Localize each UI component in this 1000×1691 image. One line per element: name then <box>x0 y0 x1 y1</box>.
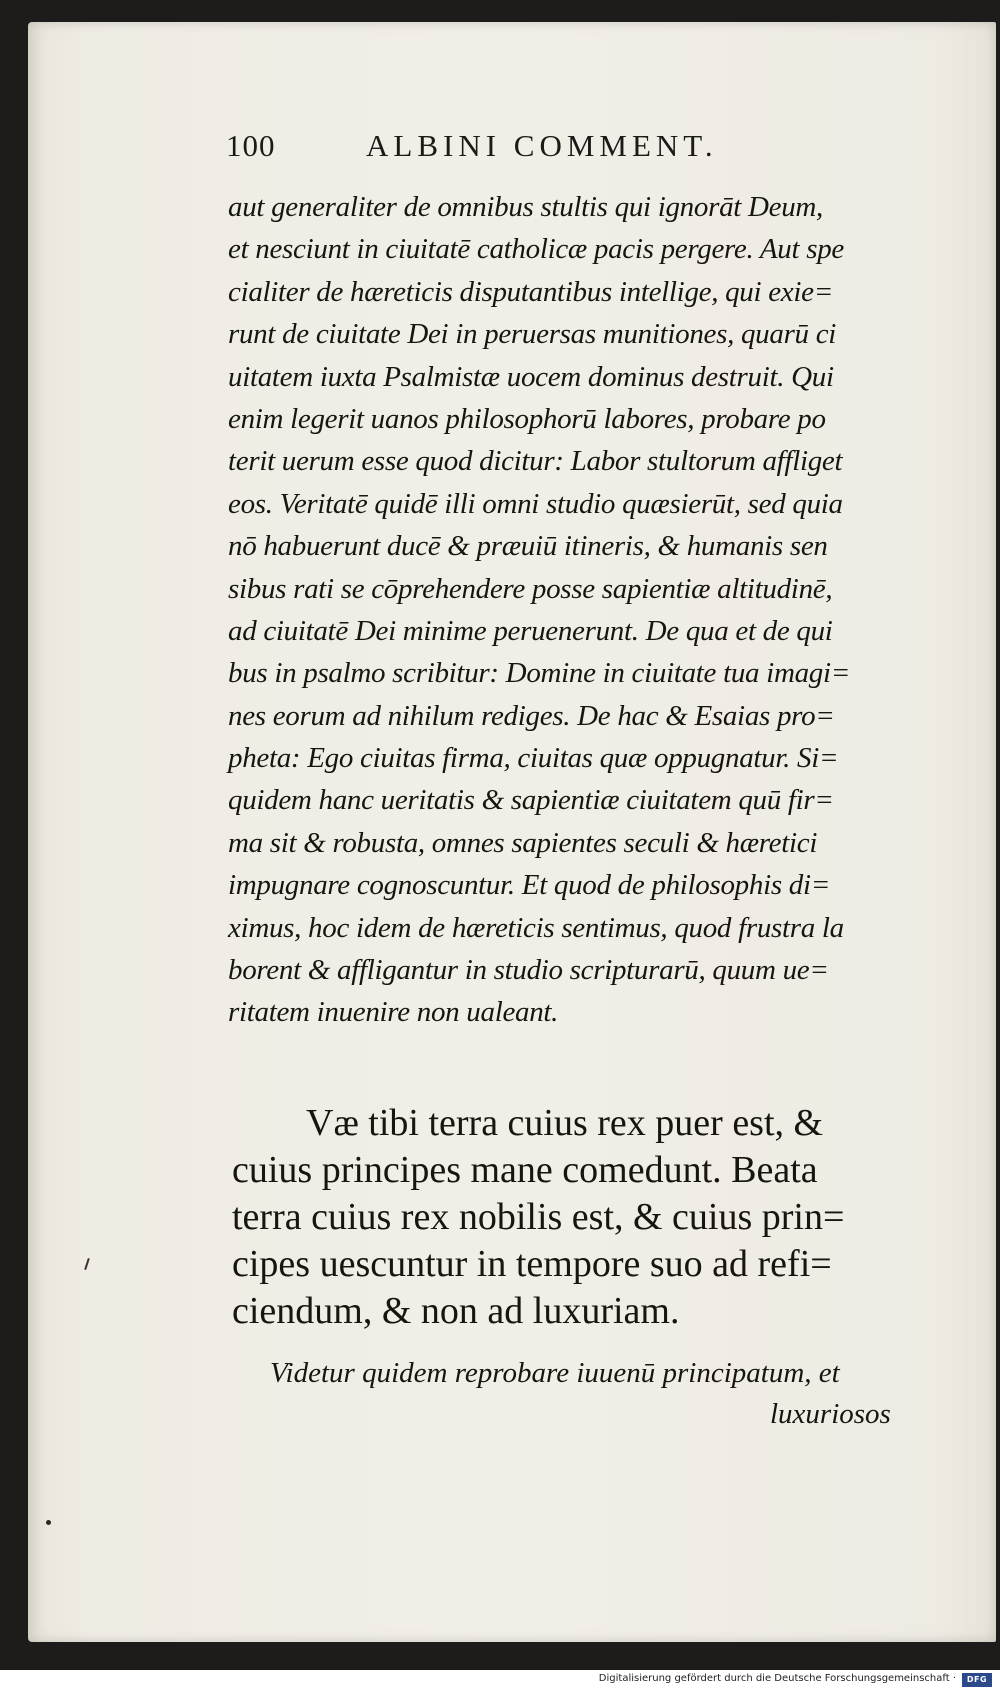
text-line: terit uerum esse quod dicitur: Labor stultorum affliget <box>228 445 843 478</box>
text-line: sibus rati se cōprehendere posse sapientiæ altitudinē, <box>228 572 833 605</box>
commentary-continued-line: Videtur quidem reprobare iuuenū principatum, et <box>270 1357 840 1389</box>
text-line: nes eorum ad nihilum rediges. De hac & Esaias pro= <box>228 699 835 732</box>
lemma-line: cipes uescuntur in tempore suo ad refi= <box>232 1243 832 1285</box>
catchword: luxuriosos <box>770 1398 891 1430</box>
text-line: nō habuerunt ducē & præuiū itineris, & humanis sen <box>228 530 828 563</box>
text-line: ritatem inuenire non ualeant. <box>228 996 559 1029</box>
text-line: ma sit & robusta, omnes sapientes seculi & hæretici <box>228 826 818 859</box>
text-line: pheta: Ego ciuitas firma, ciuitas quæ oppugnatur. Si= <box>228 742 839 775</box>
text-line: enim legerit uanos philosophorū labores, probare po <box>228 402 826 435</box>
lemma-line: cuius principes mane comedunt. Beata <box>232 1149 818 1191</box>
text-line: ximus, hoc idem de hæreticis sentimus, quod frustra la <box>228 911 844 944</box>
text-line: eos. Veritatē quidē illi omni studio quæsierūt, sed quia <box>228 487 843 520</box>
text-line: impugnare cognoscuntur. Et quod de philosophis di= <box>228 869 831 902</box>
page-header <box>226 128 866 164</box>
digitization-credit: Digitalisierung gefördert durch die Deutsche Forschungsgemeinschaft · <box>598 1673 956 1684</box>
lemma-line: ciendum, & non ad luxuriam. <box>232 1290 680 1332</box>
lemma-line: terra cuius rex nobilis est, & cuius prin= <box>232 1196 845 1238</box>
dfg-logo: DFG <box>962 1673 992 1687</box>
margin-dot <box>46 1520 51 1525</box>
text-line: quidem hanc ueritatis & sapientiæ ciuitatem quū fir= <box>228 784 834 817</box>
text-line: runt de ciuitate Dei in peruersas munitiones, quarū ci <box>228 318 837 351</box>
text-line: ad ciuitatē Dei minime peruenerunt. De qua et de qui <box>228 614 833 647</box>
text-line: borent & affligantur in studio scripturarū, quum ue= <box>228 954 829 987</box>
page-number: 100 <box>226 128 276 163</box>
text-line: aut generaliter de omnibus stultis qui ignorāt Deum, <box>228 191 823 223</box>
text-line: et nesciunt in ciuitatē catholicæ pacis pergere. Aut spe <box>228 233 844 266</box>
digitization-footer <box>0 1670 1000 1691</box>
lemma-text <box>232 1100 922 1335</box>
text-line: cialiter de hæreticis disputantibus intellige, qui exie= <box>228 275 833 308</box>
running-head: ALBINI COMMENT. <box>366 128 718 163</box>
commentary-text <box>228 186 918 1034</box>
text-line: uitatem iuxta Psalmistæ uocem dominus destruit. Qui <box>228 360 834 393</box>
lemma-line: Væ tibi terra cuius rex puer est, & <box>306 1102 824 1144</box>
text-line: bus in psalmo scribitur: Domine in ciuitate tua imagi= <box>228 657 851 690</box>
